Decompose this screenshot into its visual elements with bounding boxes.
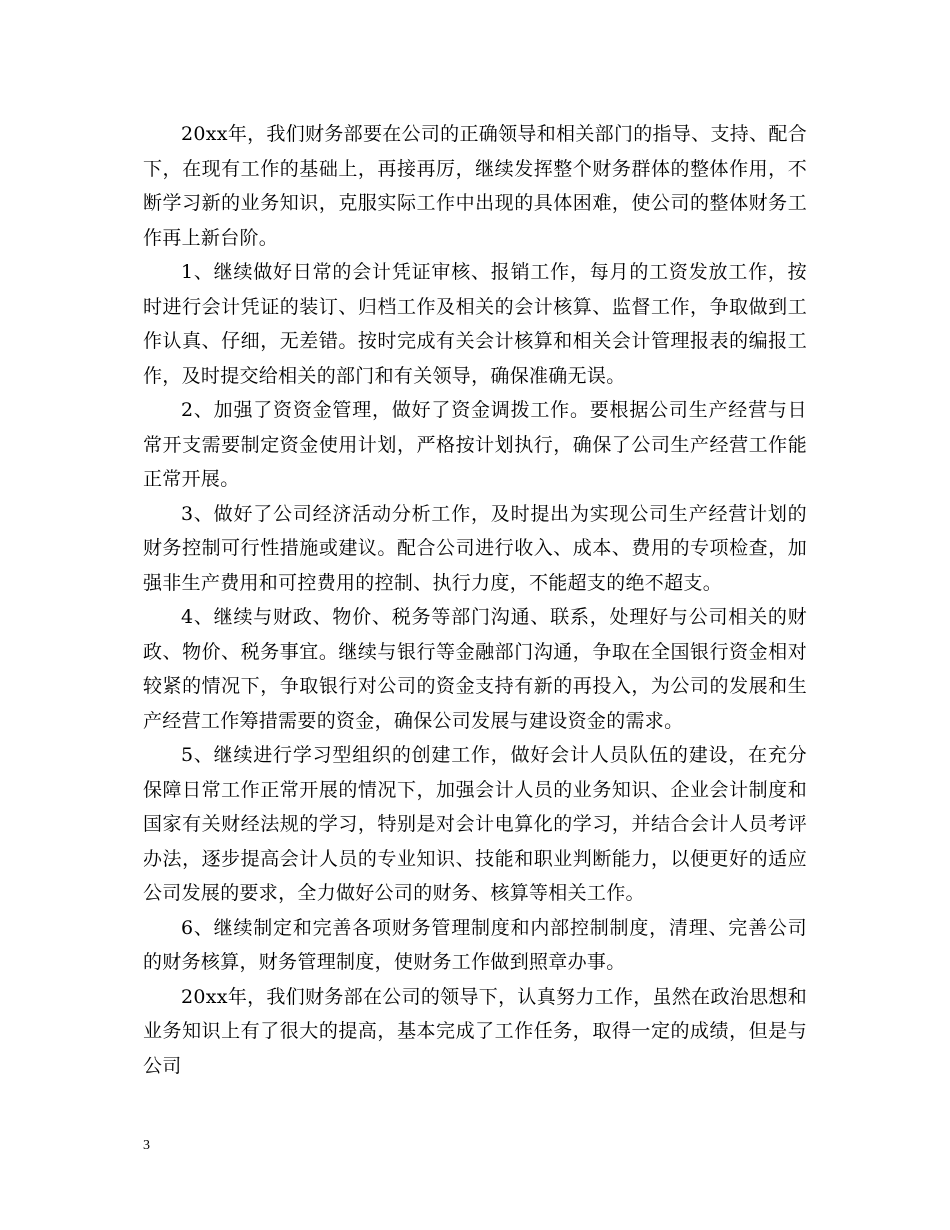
- item-6-paragraph: 6、继续制定和完善各项财务管理制度和内部控制制度，清理、完善公司的财务核算，财务管理制度，使财务工作做到照章办事。: [143, 916, 807, 973]
- item-1-paragraph: 1、继续做好日常的会计凭证审核、报销工作，每月的工资发放工作，按时进行会计凭证的装订、归档工作及相关的会计核算、监督工作，争取做到工作认真、仔细，无差错。按时完成有关会计核算和相关会计管理报表的编报工作，及时提交给相关的部门和有关领导，确保准确无误。: [143, 261, 807, 387]
- item-2-paragraph: 2、加强了资资金管理，做好了资金调拨工作。要根据公司生产经营与日常开支需要制定资金使用计划，严格按计划执行，确保了公司生产经营工作能正常开展。: [143, 399, 807, 490]
- page-number: 3: [143, 1138, 150, 1153]
- closing-paragraph: 20xx年，我们财务部在公司的领导下，认真努力工作，虽然在政治思想和业务知识上有了很大的提高，基本完成了工作任务，取得一定的成绩，但是与公司: [143, 985, 807, 1077]
- intro-paragraph: 20xx年，我们财务部要在公司的正确领导和相关部门的指导、支持、配合下，在现有工作的基础上，再接再厉，继续发挥整个财务群体的整体作用，不断学习新的业务知识，克服实际工作中出现的具体困难，使公司的整体财务工作再上新台阶。: [143, 123, 807, 249]
- item-4-paragraph: 4、继续与财政、物价、税务等部门沟通、联系，处理好与公司相关的财政、物价、税务事宜。继续与银行等金融部门沟通，争取在全国银行资金相对较紧的情况下，争取银行对公司的资金支持有新的再投入，为公司的发展和生产经营工作筹措需要的资金，确保公司发展与建设资金的需求。: [143, 606, 807, 732]
- item-5-paragraph: 5、继续进行学习型组织的创建工作，做好会计人员队伍的建设，在充分保障日常工作正常开展的情况下，加强会计人员的业务知识、企业会计制度和国家有关财经法规的学习，特别是对会计电算化的学习，并结合会计人员考评办法，逐步提高会计人员的专业知识、技能和职业判断能力，以便更好的适应公司发展的要求，全力做好公司的财务、核算等相关工作。: [143, 744, 807, 904]
- item-3-paragraph: 3、做好了公司经济活动分析工作，及时提出为实现公司生产经营计划的财务控制可行性措施或建议。配合公司进行收入、成本、费用的专项检查，加强非生产费用和可控费用的控制、执行力度，不能超支的绝不超支。: [143, 502, 807, 594]
- document-body: [143, 117, 807, 1083]
